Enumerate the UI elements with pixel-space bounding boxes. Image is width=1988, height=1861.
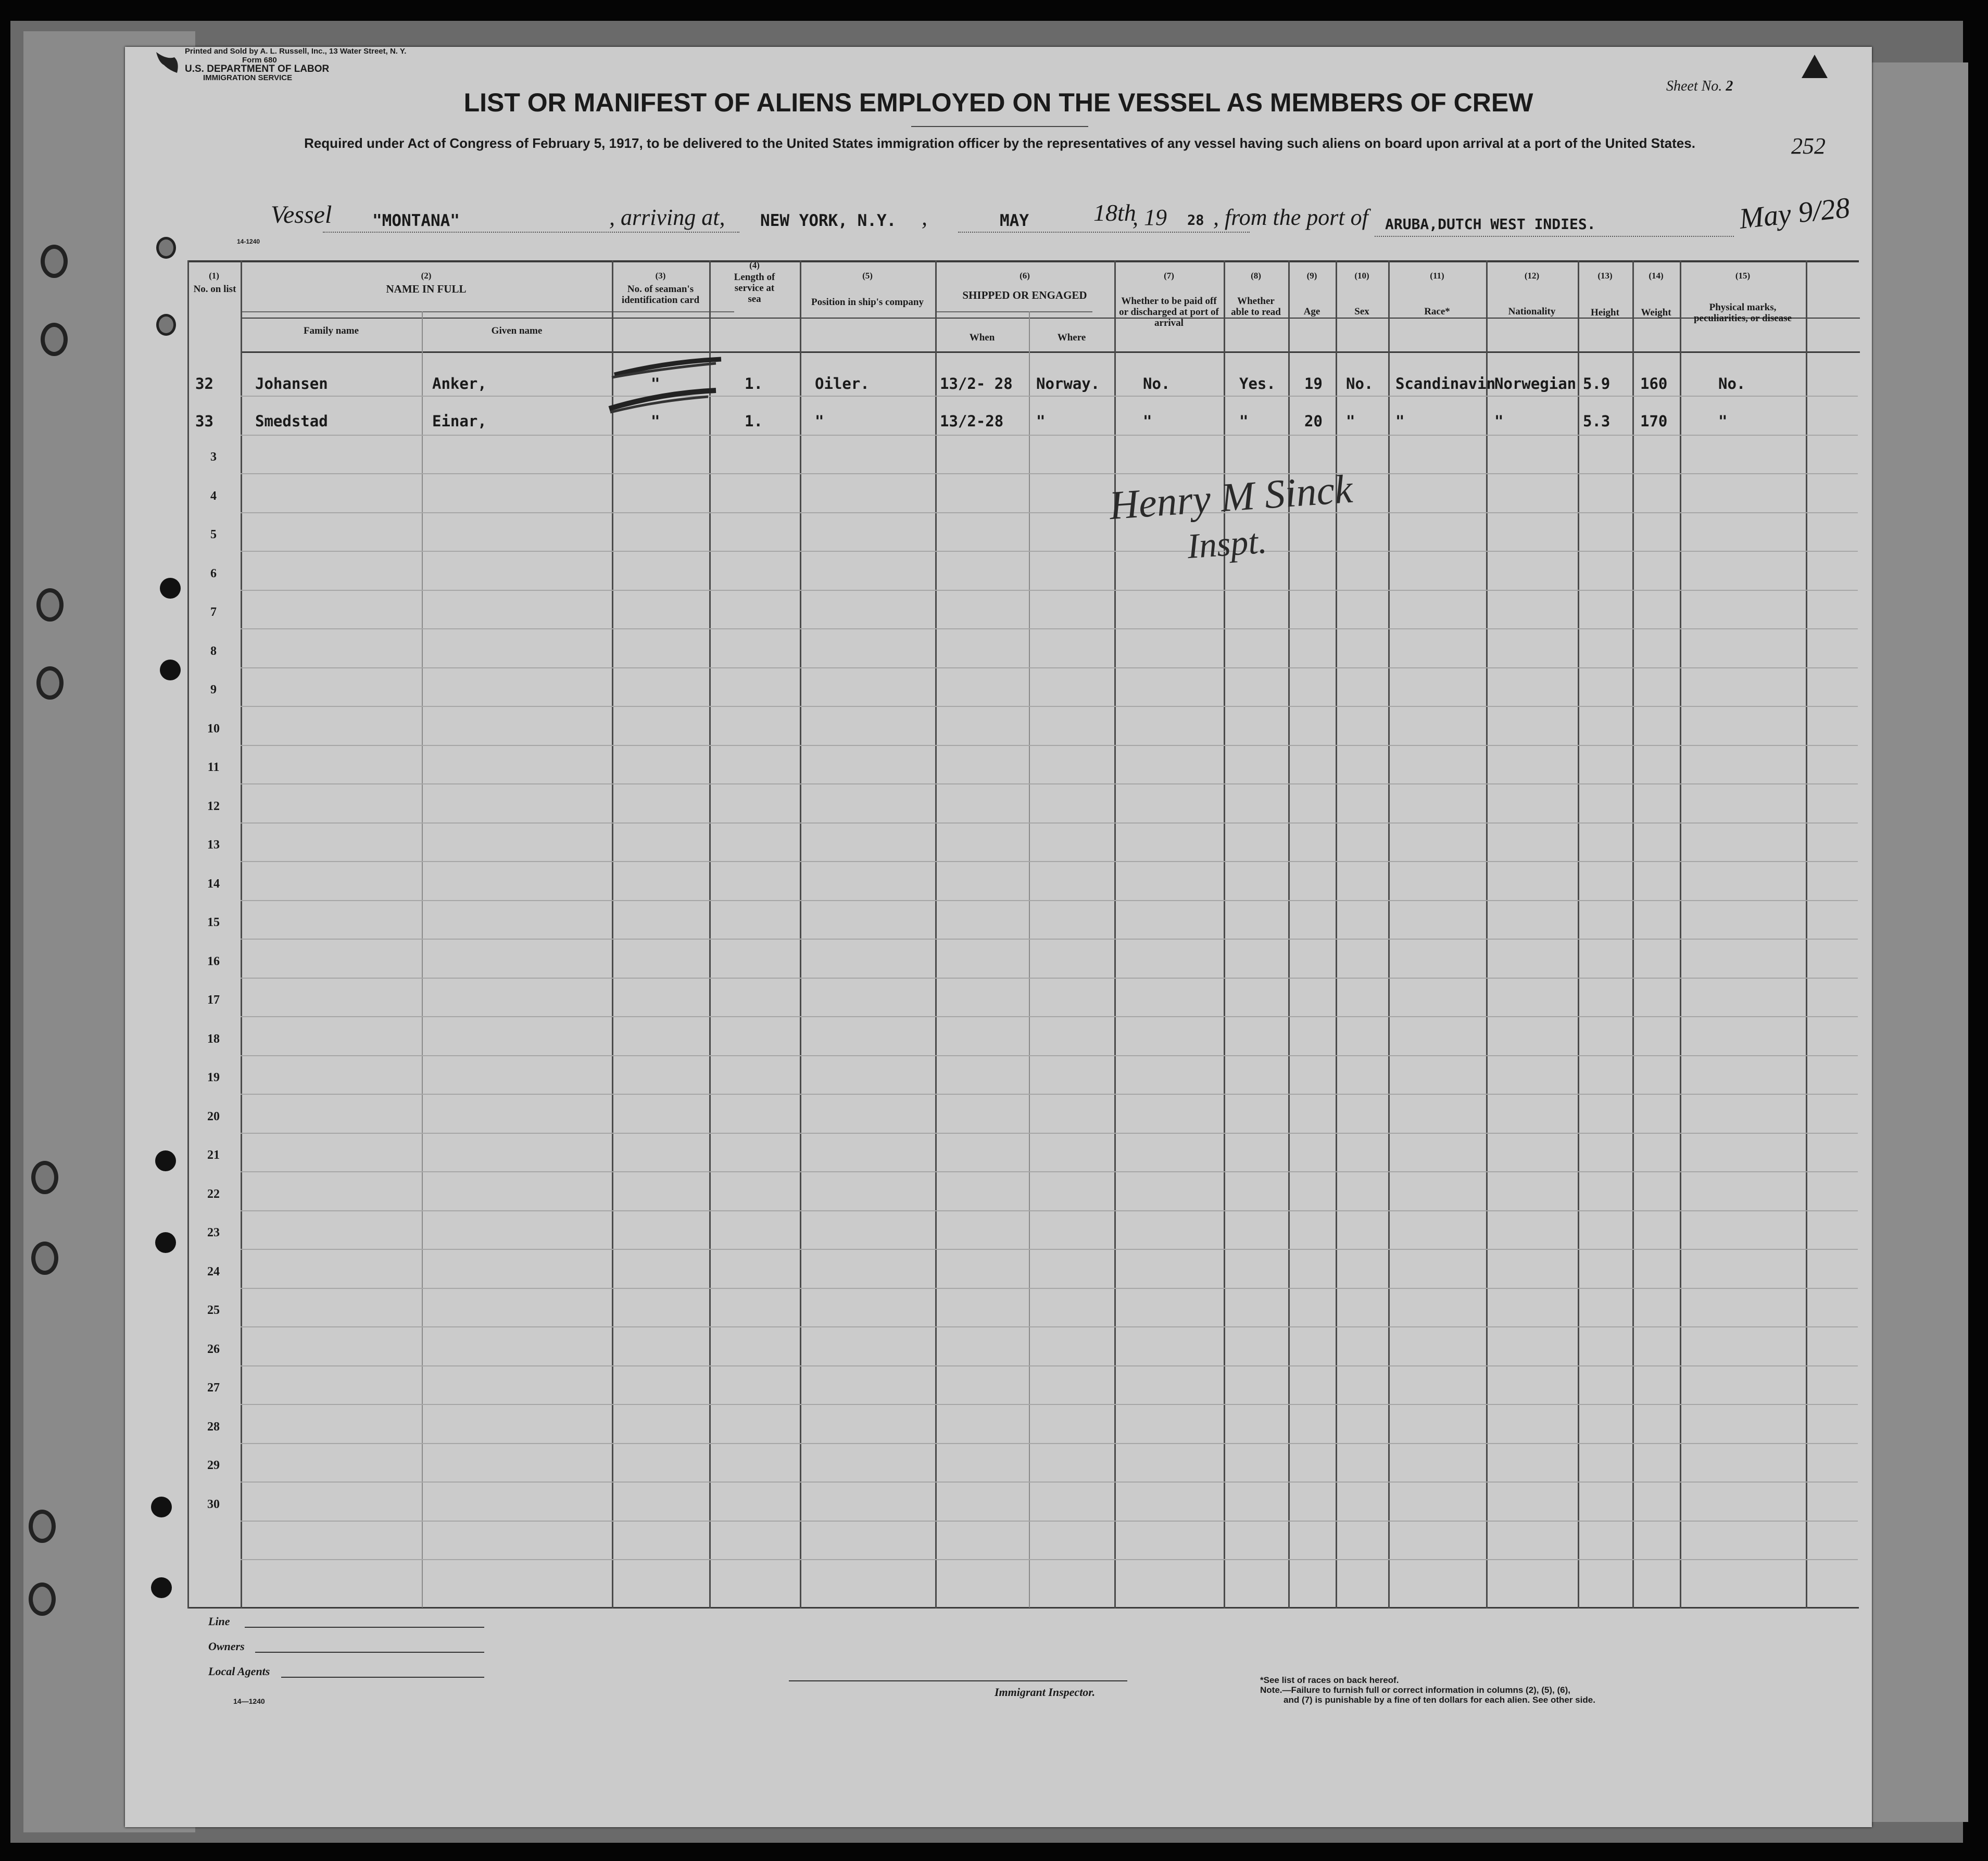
col11-header: Race*	[1424, 306, 1450, 317]
row-rule	[241, 1171, 1858, 1172]
row-rule	[241, 1210, 1858, 1211]
physical-marks: "	[1718, 412, 1728, 430]
arrival-month: MAY	[1000, 211, 1029, 230]
form-number: Form 680	[242, 56, 277, 65]
nationality: Norwegian	[1494, 375, 1577, 393]
given-name: Einar,	[432, 412, 487, 430]
race: Scandinavin	[1395, 375, 1496, 393]
service: IMMIGRATION SERVICE	[203, 73, 293, 82]
footer-line-label: Line	[208, 1615, 230, 1628]
title-rule	[911, 126, 1088, 127]
col2a-header: Family name	[303, 325, 359, 336]
row-rule	[241, 706, 1858, 707]
sex: "	[1346, 412, 1355, 430]
row-rule	[241, 628, 1858, 629]
col6-number: (6)	[1020, 271, 1030, 281]
row-rule	[241, 822, 1858, 824]
table-top-rule	[187, 260, 1859, 262]
sheet-hole	[156, 314, 176, 336]
signature-title: Inspt.	[1186, 521, 1268, 566]
col6a-header: When	[969, 332, 995, 343]
empty-row-number: 18	[207, 1032, 220, 1046]
col7-header: Whether to be paid off or discharged at port of arrival	[1119, 296, 1219, 328]
row-rule	[241, 667, 1858, 668]
col2-number: (2)	[421, 271, 432, 281]
given-name: Anker,	[432, 375, 487, 393]
department: U.S. DEPARTMENT OF LABOR	[185, 64, 330, 74]
row-rule	[241, 1016, 1858, 1017]
empty-row-number: 14	[207, 877, 220, 891]
col12-number: (12)	[1524, 271, 1540, 281]
paid-off: "	[1143, 412, 1152, 430]
row-rule	[241, 1482, 1858, 1483]
shipped-split-rule	[936, 311, 1092, 312]
note-races: *See list of races on back hereof.	[1260, 1675, 1399, 1685]
binder-hole	[41, 245, 68, 278]
empty-row-number: 5	[210, 528, 217, 541]
inspector-label: Immigrant Inspector.	[995, 1686, 1096, 1699]
col8-number: (8)	[1251, 271, 1261, 281]
row-rule	[241, 1055, 1858, 1056]
race: "	[1395, 412, 1405, 430]
col5-number: (5)	[862, 271, 873, 281]
stamp-number: 252	[1791, 133, 1826, 159]
col15-number: (15)	[1735, 271, 1751, 281]
note-penalty-2: and (7) is punishable by a fine of ten dollars for each alien. See other side.	[1284, 1695, 1595, 1705]
port-rule	[1375, 236, 1734, 238]
shipped-when: 13/2- 28	[940, 375, 1013, 393]
col14-number: (14)	[1649, 271, 1664, 281]
vessel-name: "MONTANA"	[372, 211, 460, 230]
footer-agents-label: Local Agents	[208, 1665, 270, 1678]
col10-number: (10)	[1354, 271, 1369, 281]
col7-number: (7)	[1164, 271, 1174, 281]
able-to-read: Yes.	[1239, 375, 1276, 393]
empty-row-number: 26	[207, 1342, 220, 1356]
empty-row-number: 16	[207, 954, 220, 968]
name-split-rule	[241, 311, 734, 312]
family-name: Johansen	[255, 375, 328, 393]
empty-row-number: 17	[207, 993, 220, 1007]
arriving-label: , arriving at,	[609, 205, 725, 230]
sex: No.	[1346, 375, 1374, 393]
binder-hole	[29, 1583, 56, 1616]
service-length: 1.	[745, 412, 763, 430]
sheet-hole	[151, 1577, 172, 1598]
col3-number: (3)	[655, 271, 666, 281]
row-rule	[241, 1365, 1858, 1366]
from-label: , from the port of	[1213, 205, 1368, 230]
footer-notes	[1260, 1675, 1595, 1705]
departure-port: ARUBA,DUTCH WEST INDIES.	[1385, 216, 1596, 233]
binder-hole	[36, 588, 64, 622]
inspector-signature: Henry M Sinck	[1108, 465, 1354, 528]
manifest-sheet	[125, 47, 1872, 1827]
row-rule	[241, 978, 1858, 979]
position: Oiler.	[815, 375, 870, 393]
family-name: Smedstad	[255, 412, 328, 430]
col8-header: Whether able to read	[1231, 296, 1281, 318]
arrival-day: 18th	[1093, 199, 1136, 226]
col2b-header: Given name	[491, 325, 543, 336]
sheet-hole	[151, 1497, 172, 1517]
service-length: 1.	[745, 375, 763, 393]
row-rule	[241, 512, 1858, 513]
col2-header: NAME IN FULL	[386, 283, 467, 295]
col1-number: (1)	[209, 271, 219, 281]
weight: 160	[1640, 375, 1668, 393]
row-rule	[241, 900, 1858, 901]
sheet-hole	[160, 578, 181, 599]
sheet-label	[1666, 78, 1733, 95]
sheet-hole	[156, 237, 176, 259]
row-rule	[241, 1559, 1858, 1560]
physical-marks: No.	[1718, 375, 1746, 393]
row-rule	[241, 745, 1858, 746]
col15-header: Physical marks, peculiarities, or disease	[1693, 302, 1792, 324]
able-to-read: "	[1239, 412, 1249, 430]
row-rule	[241, 1521, 1858, 1522]
col11-number: (11)	[1430, 271, 1444, 281]
sheet-hole	[155, 1232, 176, 1253]
empty-row-number: 29	[207, 1459, 220, 1472]
identification-card: "	[651, 375, 660, 393]
col10-header: Sex	[1354, 306, 1369, 317]
arriving-port: NEW YORK, N.Y.	[760, 211, 897, 230]
empty-row-number: 7	[210, 605, 217, 619]
year-suffix: 28	[1187, 212, 1204, 229]
nationality: "	[1494, 412, 1504, 430]
agents-field	[281, 1677, 484, 1678]
year-prefix: , 19	[1133, 205, 1167, 230]
ink-blot-icon	[1796, 52, 1833, 83]
page-title: LIST OR MANIFEST OF ALIENS EMPLOYED ON THE VESSEL AS MEMBERS OF CREW	[463, 88, 1533, 117]
footer-form-code: 14—1240	[233, 1697, 265, 1705]
position: "	[815, 412, 824, 430]
row-rule	[241, 473, 1858, 474]
col13-number: (13)	[1597, 271, 1613, 281]
sheet-number: 2	[1726, 78, 1733, 94]
empty-row-number: 15	[207, 916, 220, 929]
col5-header: Position in ship's company	[811, 297, 924, 308]
row-rule	[241, 435, 1858, 436]
row-rule	[241, 861, 1858, 862]
col13-header: Height	[1591, 307, 1619, 318]
empty-row-number: 12	[207, 799, 220, 813]
row-number: 33	[195, 412, 213, 430]
comma: ,	[922, 205, 927, 230]
binder-hole	[41, 323, 68, 356]
row-rule	[241, 1443, 1858, 1444]
empty-row-number: 3	[210, 450, 217, 464]
binder-hole	[36, 666, 64, 700]
page-subtitle: Required under Act of Congress of February 5, 1917, to be delivered to the United States immigration officer by the representatives of any vessel having such aliens on board upon arrival at a port of the United States.	[304, 135, 1695, 151]
empty-row-number: 28	[207, 1420, 220, 1434]
scribble-strikeout-icon	[604, 354, 729, 432]
row-rule	[241, 939, 1858, 940]
binder-hole	[31, 1242, 58, 1275]
empty-row-number: 4	[210, 489, 217, 503]
row-rule	[241, 1288, 1858, 1289]
identification-card: "	[651, 412, 660, 430]
header-bottom-rule-2	[241, 351, 1860, 353]
row-rule	[241, 396, 1858, 397]
shipped-when: 13/2-28	[940, 412, 1004, 430]
note-penalty-1: Note.—Failure to furnish full or correct information in columns (2), (5), (6),	[1260, 1685, 1570, 1695]
row-rule	[241, 1094, 1858, 1095]
empty-row-number: 20	[207, 1109, 220, 1123]
vessel-rule	[323, 232, 739, 234]
col12-header: Nationality	[1508, 306, 1556, 317]
empty-row-number: 6	[210, 566, 217, 580]
paid-off: No.	[1143, 375, 1171, 393]
empty-row-number: 24	[207, 1264, 220, 1278]
row-rule	[241, 551, 1858, 552]
row-rule	[241, 1404, 1858, 1405]
row-rule	[241, 1249, 1858, 1250]
row-rule	[241, 783, 1858, 784]
table-bottom-rule	[187, 1607, 1859, 1609]
handwritten-date: May 9/28	[1738, 192, 1852, 235]
printer-line: Printed and Sold by A. L. Russell, Inc., 13 Water Street, N. Y.	[185, 47, 407, 56]
col14-header: Weight	[1641, 307, 1671, 318]
height: 5.3	[1583, 412, 1610, 430]
age: 20	[1304, 412, 1323, 430]
line-field	[245, 1627, 484, 1628]
col6b-header: Where	[1057, 332, 1086, 343]
row-rule	[241, 1133, 1858, 1134]
col6-header: SHIPPED OR ENGAGED	[962, 289, 1087, 301]
footer-owners-label: Owners	[208, 1640, 245, 1653]
empty-row-number: 10	[207, 721, 220, 736]
height: 5.9	[1583, 375, 1610, 393]
empty-row-number: 22	[207, 1187, 220, 1201]
eagle-seal-icon	[151, 47, 187, 83]
empty-row-number: 11	[207, 761, 220, 774]
empty-row-number: 8	[210, 644, 217, 658]
row-number: 32	[195, 375, 213, 393]
col4-number: (4)	[749, 260, 760, 270]
col4-header: Length of service at sea	[734, 272, 775, 305]
shipped-where: "	[1036, 412, 1046, 430]
col1-header: No. on list	[193, 284, 236, 295]
sheet-label-text: Sheet No.	[1666, 78, 1722, 94]
col3-header: No. of seaman's identification card	[621, 284, 700, 306]
binder-hole	[29, 1510, 56, 1543]
form-code-top: 14-1240	[237, 238, 260, 245]
sheet-hole	[155, 1150, 176, 1171]
row-rule	[241, 590, 1858, 591]
owners-field	[255, 1652, 484, 1653]
vessel-label: Vessel	[271, 201, 332, 229]
empty-row-number: 23	[207, 1226, 220, 1239]
col9-header: Age	[1303, 306, 1320, 317]
empty-row-number: 21	[207, 1148, 220, 1162]
col9-number: (9)	[1306, 271, 1317, 281]
empty-row-number: 30	[207, 1497, 220, 1511]
date-rule	[958, 232, 1250, 234]
empty-row-number: 27	[207, 1381, 220, 1395]
age: 19	[1304, 375, 1323, 393]
empty-row-number: 25	[207, 1303, 220, 1317]
empty-row-number: 9	[210, 683, 217, 697]
inspector-field	[789, 1680, 1127, 1681]
row-rule	[241, 1326, 1858, 1327]
empty-row-number: 19	[207, 1071, 220, 1084]
empty-row-number: 13	[207, 838, 220, 852]
shipped-where: Norway.	[1036, 375, 1100, 393]
binder-hole	[31, 1161, 58, 1194]
sheet-hole	[160, 660, 181, 680]
weight: 170	[1640, 412, 1668, 430]
